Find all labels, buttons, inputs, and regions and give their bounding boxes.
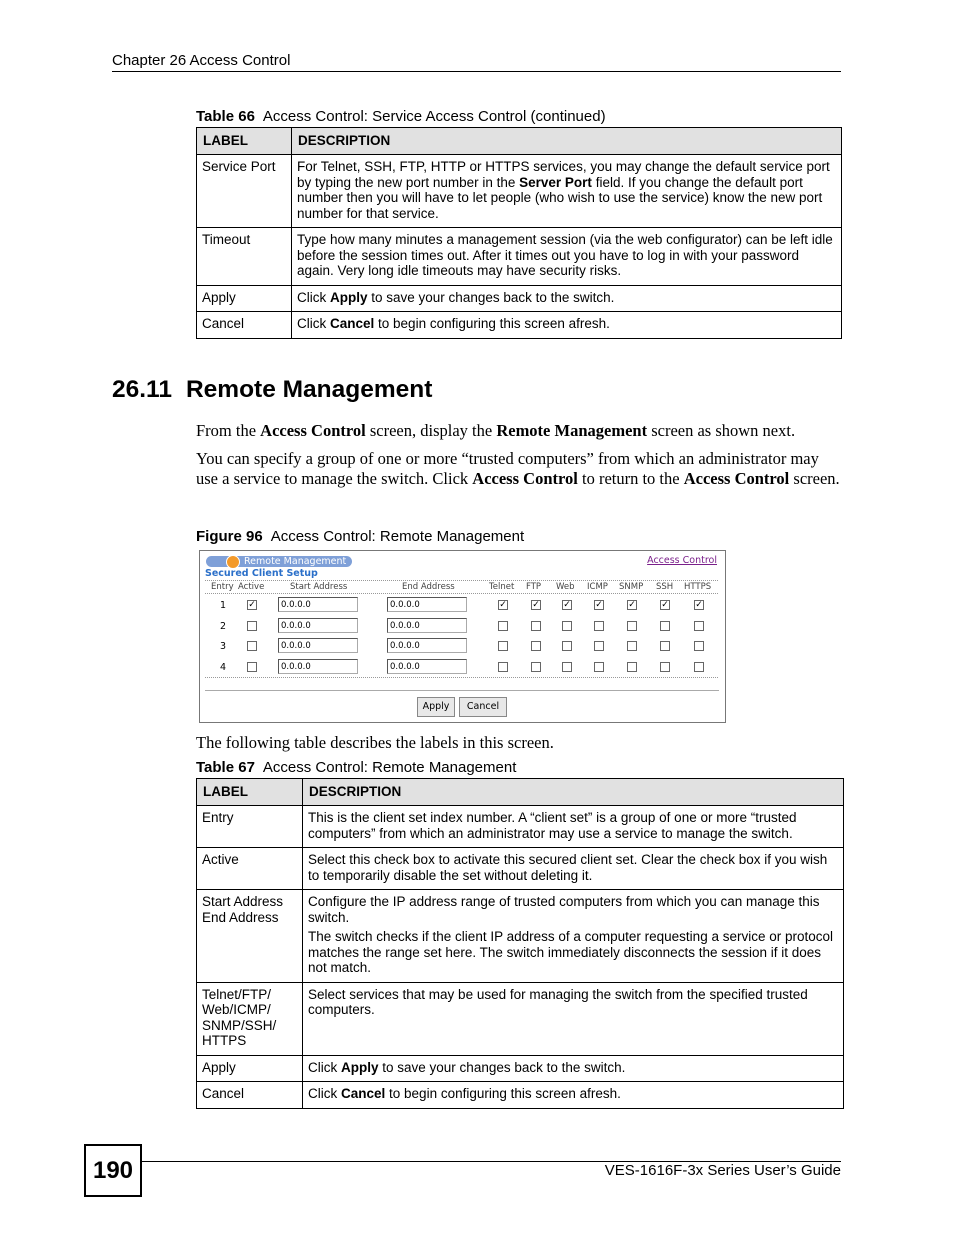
col-https: HTTPS — [684, 582, 712, 592]
bold-term: Cancel — [330, 316, 375, 331]
table67-row — [197, 1082, 844, 1109]
end-address-input[interactable]: 0.0.0.0 — [387, 659, 467, 674]
section-title: Remote Management — [185, 376, 433, 403]
col-icmp: ICMP — [587, 582, 608, 592]
table66-header-label: LABEL — [197, 128, 292, 155]
col-end-address: End Address — [402, 582, 455, 592]
text-segment: From the — [196, 421, 261, 440]
end-address-input[interactable]: 0.0.0.0 — [387, 638, 467, 653]
service-checkbox[interactable] — [594, 662, 604, 672]
table67-desc-cell — [303, 1055, 844, 1082]
desc-paragraph — [308, 810, 837, 841]
label-line: Start Address — [202, 894, 284, 909]
service-checkbox[interactable] — [627, 641, 637, 651]
figure-caption-text: Access Control: Remote Management — [270, 528, 525, 545]
text-segment: Click — [308, 1059, 341, 1075]
table67-row — [197, 982, 844, 1055]
section-heading — [112, 376, 432, 404]
text-segment: Click — [297, 289, 330, 305]
intro-paragraph-1 — [196, 421, 844, 441]
service-checkbox[interactable]: ✓ — [628, 600, 636, 610]
bold-term: Server Port — [519, 174, 592, 190]
table67-header-desc: DESCRIPTION — [303, 779, 844, 806]
table66 — [196, 127, 842, 339]
table67-caption — [196, 759, 516, 776]
table66-desc-cell — [292, 228, 842, 286]
start-address-input[interactable]: 0.0.0.0 — [278, 659, 358, 674]
section-number: 26.11 — [112, 376, 172, 403]
table67-row — [197, 890, 844, 983]
text-segment: screen, display the — [365, 421, 497, 440]
service-checkbox[interactable] — [562, 641, 572, 651]
service-checkbox[interactable] — [627, 662, 637, 672]
title-bullet-icon — [226, 555, 240, 569]
service-checkbox[interactable] — [627, 621, 637, 631]
table67 — [196, 778, 844, 1109]
button-separator — [205, 690, 719, 691]
active-checkbox[interactable] — [247, 621, 257, 631]
desc-paragraph — [308, 1086, 837, 1102]
active-checkbox[interactable]: ✓ — [248, 600, 256, 610]
active-checkbox[interactable] — [247, 641, 257, 651]
service-checkbox[interactable] — [660, 621, 670, 631]
screen-title-bar — [206, 556, 352, 567]
table67-desc-cell — [303, 890, 844, 983]
start-address-input[interactable]: 0.0.0.0 — [278, 638, 358, 653]
table66-label-cell: Service Port — [197, 155, 292, 228]
col-ftp: FTP — [526, 582, 542, 592]
desc-paragraph — [308, 987, 837, 1018]
service-checkbox[interactable] — [694, 641, 704, 651]
start-address-input[interactable]: 0.0.0.0 — [278, 618, 358, 633]
bold-term: Apply — [341, 1059, 379, 1075]
col-ssh: SSH — [656, 582, 674, 592]
end-address-input[interactable]: 0.0.0.0 — [387, 618, 467, 633]
col-telnet: Telnet — [489, 582, 515, 592]
bold-term: Access Control — [683, 469, 790, 488]
table67-row — [197, 806, 844, 848]
service-checkbox[interactable]: ✓ — [563, 600, 571, 610]
text-segment: Configure the IP address range of trusted computers from which you can manage this switch. — [308, 894, 820, 925]
start-address-input[interactable]: 0.0.0.0 — [278, 597, 358, 612]
table66-caption-num: Table 66 — [196, 108, 255, 125]
text-segment: Click — [297, 316, 330, 331]
col-start-address: Start Address — [290, 582, 348, 592]
table66-header-desc: DESCRIPTION — [292, 128, 842, 155]
table67-caption-text: Access Control: Remote Management — [262, 759, 517, 776]
table66-label-cell: Cancel — [197, 312, 292, 339]
table67-label-cell — [197, 848, 303, 890]
table66-label-cell: Apply — [197, 285, 292, 312]
service-checkbox[interactable] — [531, 641, 541, 651]
table67-label-cell — [197, 890, 303, 983]
service-checkbox[interactable] — [498, 641, 508, 651]
text-segment: Type how many minutes a management session (via the web configurator) can be left idle before the session times out. After it times out you have to log in with your password again. Very long idle timeouts may have security risks. — [297, 232, 833, 278]
service-checkbox[interactable] — [562, 621, 572, 631]
active-checkbox[interactable] — [247, 662, 257, 672]
figure-caption — [196, 528, 524, 545]
table66-row — [197, 285, 842, 312]
table67-desc-cell — [303, 806, 844, 848]
label-line: Cancel — [202, 1086, 245, 1101]
table66-row — [197, 312, 842, 339]
text-segment: screen as shown next. — [647, 421, 796, 440]
label-line: Entry — [202, 810, 234, 825]
page-number: 190 — [84, 1144, 142, 1197]
screen-title: Remote Management — [244, 556, 347, 567]
bold-term: Remote Management — [496, 421, 648, 440]
bold-term: Cancel — [341, 1086, 386, 1101]
table67-desc-cell — [303, 982, 844, 1055]
col-snmp: SNMP — [619, 582, 644, 592]
service-checkbox[interactable] — [562, 662, 572, 672]
text-segment: The switch checks if the client IP address of a computer requesting a service or protocol matches the range set here. The switch immediately disconnects the session if it does not match. — [308, 929, 834, 975]
service-checkbox[interactable] — [694, 662, 704, 672]
entry-index: 2 — [220, 620, 227, 632]
service-checkbox[interactable] — [498, 662, 508, 672]
col-web: Web — [556, 582, 575, 592]
table67-caption-num: Table 67 — [196, 759, 255, 776]
label-line: Telnet/FTP/ Web/ICMP/ SNMP/SSH/ HTTPS — [202, 986, 277, 1048]
service-checkbox[interactable] — [531, 662, 541, 672]
chapter-header: Chapter 26 Access Control — [112, 52, 291, 69]
table67-label-cell — [197, 1082, 303, 1109]
table66-desc-cell — [292, 155, 842, 228]
intro-paragraph-2 — [196, 449, 844, 489]
end-address-input[interactable]: 0.0.0.0 — [387, 597, 467, 612]
label-line: Apply — [202, 1059, 236, 1075]
text-segment: to return to the — [577, 469, 684, 488]
table66-row — [197, 155, 842, 228]
label-line: Active — [202, 852, 239, 867]
desc-paragraph — [308, 852, 837, 883]
secured-client-setup-title: Secured Client Setup — [205, 568, 318, 579]
table66-row — [197, 228, 842, 286]
desc-paragraph — [308, 894, 837, 925]
text-segment: screen. — [789, 469, 840, 488]
service-checkbox[interactable] — [594, 621, 604, 631]
table67-row — [197, 848, 844, 890]
table67-desc-cell — [303, 1082, 844, 1109]
guide-title: VES-1616F-3x Series User’s Guide — [604, 1162, 841, 1179]
table67-header-label: LABEL — [197, 779, 303, 806]
text-segment: to begin configuring this screen afresh. — [374, 316, 610, 331]
service-checkbox[interactable]: ✓ — [695, 600, 703, 610]
service-checkbox[interactable] — [694, 621, 704, 631]
table66-desc-cell — [292, 312, 842, 339]
desc-paragraph — [308, 1060, 837, 1076]
apply-button[interactable]: Apply — [417, 697, 455, 717]
service-checkbox[interactable]: ✓ — [499, 600, 507, 610]
remote-management-screenshot — [199, 550, 726, 723]
access-control-link[interactable]: Access Control — [647, 555, 717, 566]
service-checkbox[interactable] — [531, 621, 541, 631]
table66-label-cell: Timeout — [197, 228, 292, 286]
text-segment: to begin configuring this screen afresh. — [385, 1086, 621, 1101]
table67-label-cell — [197, 982, 303, 1055]
entry-index: 4 — [220, 661, 227, 673]
table67-desc-cell — [303, 848, 844, 890]
bold-term: Apply — [330, 289, 368, 305]
header-rule — [112, 71, 841, 72]
header-dotted-divider-2 — [205, 593, 718, 594]
col-active: Active — [238, 582, 265, 592]
table66-caption-text: Access Control: Service Access Control (continued) — [262, 108, 606, 125]
following-text: The following table describes the labels in this screen. — [196, 733, 554, 752]
label-line: End Address — [202, 909, 279, 925]
service-checkbox[interactable]: ✓ — [595, 600, 603, 610]
text-segment: You can specify a group of one or more “trusted computers” from which an administrator may use a service to manage the switch. Click — [196, 449, 819, 488]
text-segment: Select services that may be used for managing the switch from the specified trusted computers. — [308, 986, 808, 1017]
figure-caption-num: Figure 96 — [196, 528, 263, 545]
entry-index: 1 — [220, 600, 227, 611]
bold-term: Access Control — [472, 469, 578, 488]
entry-index: 3 — [220, 641, 227, 652]
service-checkbox[interactable] — [594, 641, 604, 651]
text-segment: For Telnet, SSH, FTP, HTTP or HTTPS services, you may change the default service port by typing the new port number in the — [297, 159, 830, 190]
service-checkbox[interactable] — [660, 662, 670, 672]
service-checkbox[interactable] — [498, 621, 508, 631]
desc-paragraph — [308, 929, 837, 976]
text-segment: to save your changes back to the switch. — [367, 289, 615, 305]
cancel-button[interactable]: Cancel — [459, 697, 507, 717]
text-segment: field. If you change the default port number then you will have to let people (who wish to use the service) know the new port number for that service. — [297, 174, 823, 221]
table67-label-cell — [197, 1055, 303, 1082]
header-dotted-divider — [205, 580, 718, 581]
rows-dotted-divider — [205, 677, 718, 678]
service-checkbox[interactable] — [660, 641, 670, 651]
bold-term: Access Control — [260, 421, 366, 440]
text-segment: This is the client set index number. A “client set” is a group of one or more “trusted computers” from which an administrator may use a service to manage the switch. — [308, 810, 797, 841]
table66-desc-cell — [292, 285, 842, 312]
text-segment: Click — [308, 1086, 341, 1101]
col-entry: Entry — [211, 582, 234, 592]
table67-label-cell — [197, 806, 303, 848]
text-segment: to save your changes back to the switch. — [378, 1059, 626, 1075]
service-checkbox[interactable]: ✓ — [661, 600, 669, 610]
text-segment: Select this check box to activate this secured client set. Clear the check box if you wish to temporarily disable the set without deleting it. — [308, 852, 828, 883]
service-checkbox[interactable]: ✓ — [532, 600, 540, 610]
table66-caption — [196, 108, 606, 125]
table67-row — [197, 1055, 844, 1082]
